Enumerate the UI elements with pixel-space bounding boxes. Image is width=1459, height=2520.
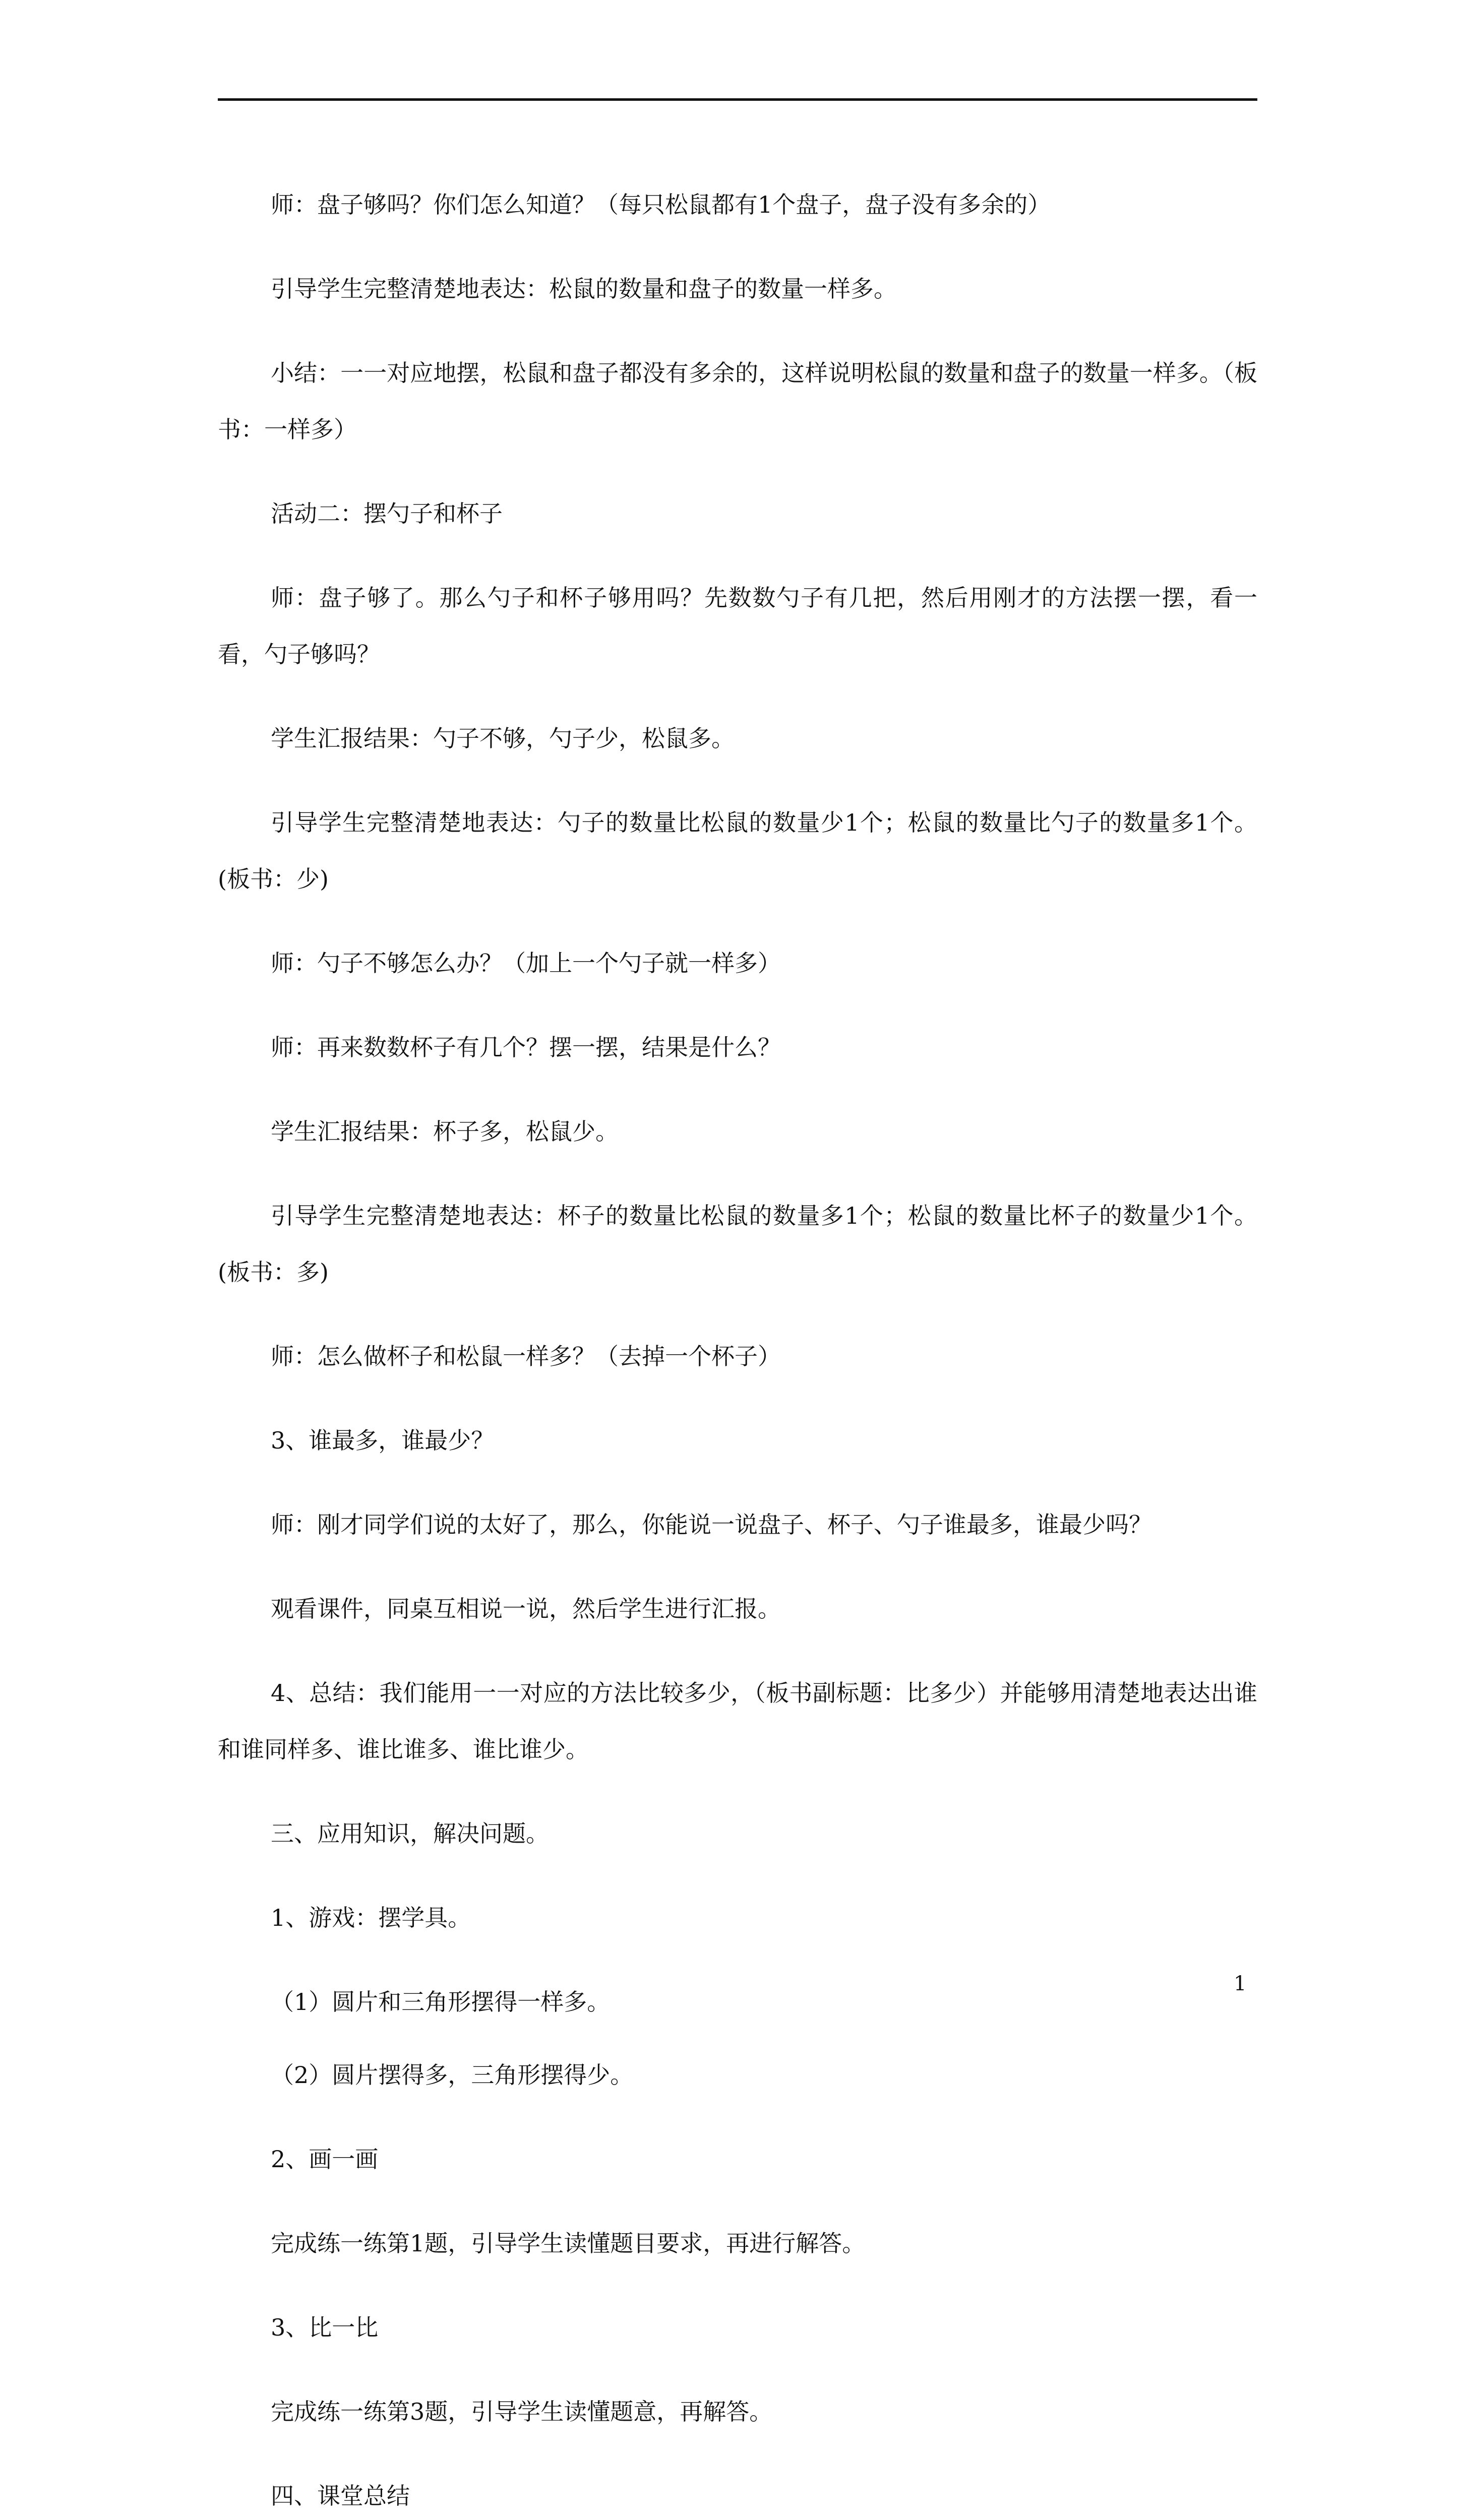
header-rule bbox=[218, 98, 1257, 101]
paragraph: 四、课堂总结 bbox=[271, 2482, 410, 2509]
paragraph: 师：盘子够了。那么勺子和杯子够用吗？先数数勺子有几把，然后用刚才的方法摆一摆，看一看，勺子够吗？ bbox=[218, 584, 1257, 668]
paragraph: 学生汇报结果：勺子不够，勺子少，松鼠多。 bbox=[271, 725, 735, 752]
paragraph: 师：再来数数杯子有几个？摆一摆，结果是什么？ bbox=[271, 1034, 781, 1061]
paragraph: 2、画一画 bbox=[271, 2146, 379, 2173]
paragraph: 小结：一一对应地摆，松鼠和盘子都没有多余的，这样说明松鼠的数量和盘子的数量一样多。（板书：一样多） bbox=[218, 359, 1257, 443]
page-number: 1 bbox=[1234, 1972, 1247, 1995]
paragraph: 三、应用知识，解决问题。 bbox=[271, 1820, 549, 1847]
paragraph: 4、总结：我们能用一一对应的方法比较多少，（板书副标题：比多少）并能够用清楚地表达出谁和谁同样多、谁比谁多、谁比谁少。 bbox=[218, 1679, 1257, 1763]
paragraph: 1、游戏：摆学具。 bbox=[271, 1904, 471, 1931]
paragraph: 引导学生完整清楚地表达：勺子的数量比松鼠的数量少1个；松鼠的数量比勺子的数量多1个。(板书：少) bbox=[218, 809, 1257, 893]
paragraph: 观看课件，同桌互相说一说，然后学生进行汇报。 bbox=[271, 1595, 781, 1622]
paragraph: （1）圆片和三角形摆得一样多。 bbox=[271, 1988, 611, 2015]
paragraph: 引导学生完整清楚地表达：杯子的数量比松鼠的数量多1个；松鼠的数量比杯子的数量少1个。(板书：多) bbox=[218, 1202, 1257, 1286]
document-body bbox=[218, 176, 1257, 2520]
paragraph: 师：勺子不够怎么办？（加上一个勺子就一样多） bbox=[271, 950, 781, 977]
paragraph: 活动二：摆勺子和杯子 bbox=[271, 500, 503, 527]
paragraph: 完成练一练第3题，引导学生读懂题意，再解答。 bbox=[271, 2398, 773, 2425]
paragraph: 3、比一比 bbox=[271, 2314, 379, 2341]
paragraph: 师：怎么做杯子和松鼠一样多？（去掉一个杯子） bbox=[271, 1343, 781, 1370]
paragraph: （2）圆片摆得多，三角形摆得少。 bbox=[271, 2061, 634, 2089]
paragraph: 师：刚才同学们说的太好了，那么，你能说一说盘子、杯子、勺子谁最多，谁最少吗？ bbox=[271, 1511, 1152, 1538]
paragraph: 引导学生完整清楚地表达：松鼠的数量和盘子的数量一样多。 bbox=[271, 275, 897, 302]
paragraph: 3、谁最多，谁最少？ bbox=[271, 1427, 495, 1454]
paragraph: 师：盘子够吗？你们怎么知道？（每只松鼠都有1个盘子，盘子没有多余的） bbox=[271, 191, 1051, 218]
paragraph: 完成练一练第1题，引导学生读懂题目要求，再进行解答。 bbox=[271, 2230, 866, 2257]
paragraph: 学生汇报结果：杯子多，松鼠少。 bbox=[271, 1118, 619, 1145]
